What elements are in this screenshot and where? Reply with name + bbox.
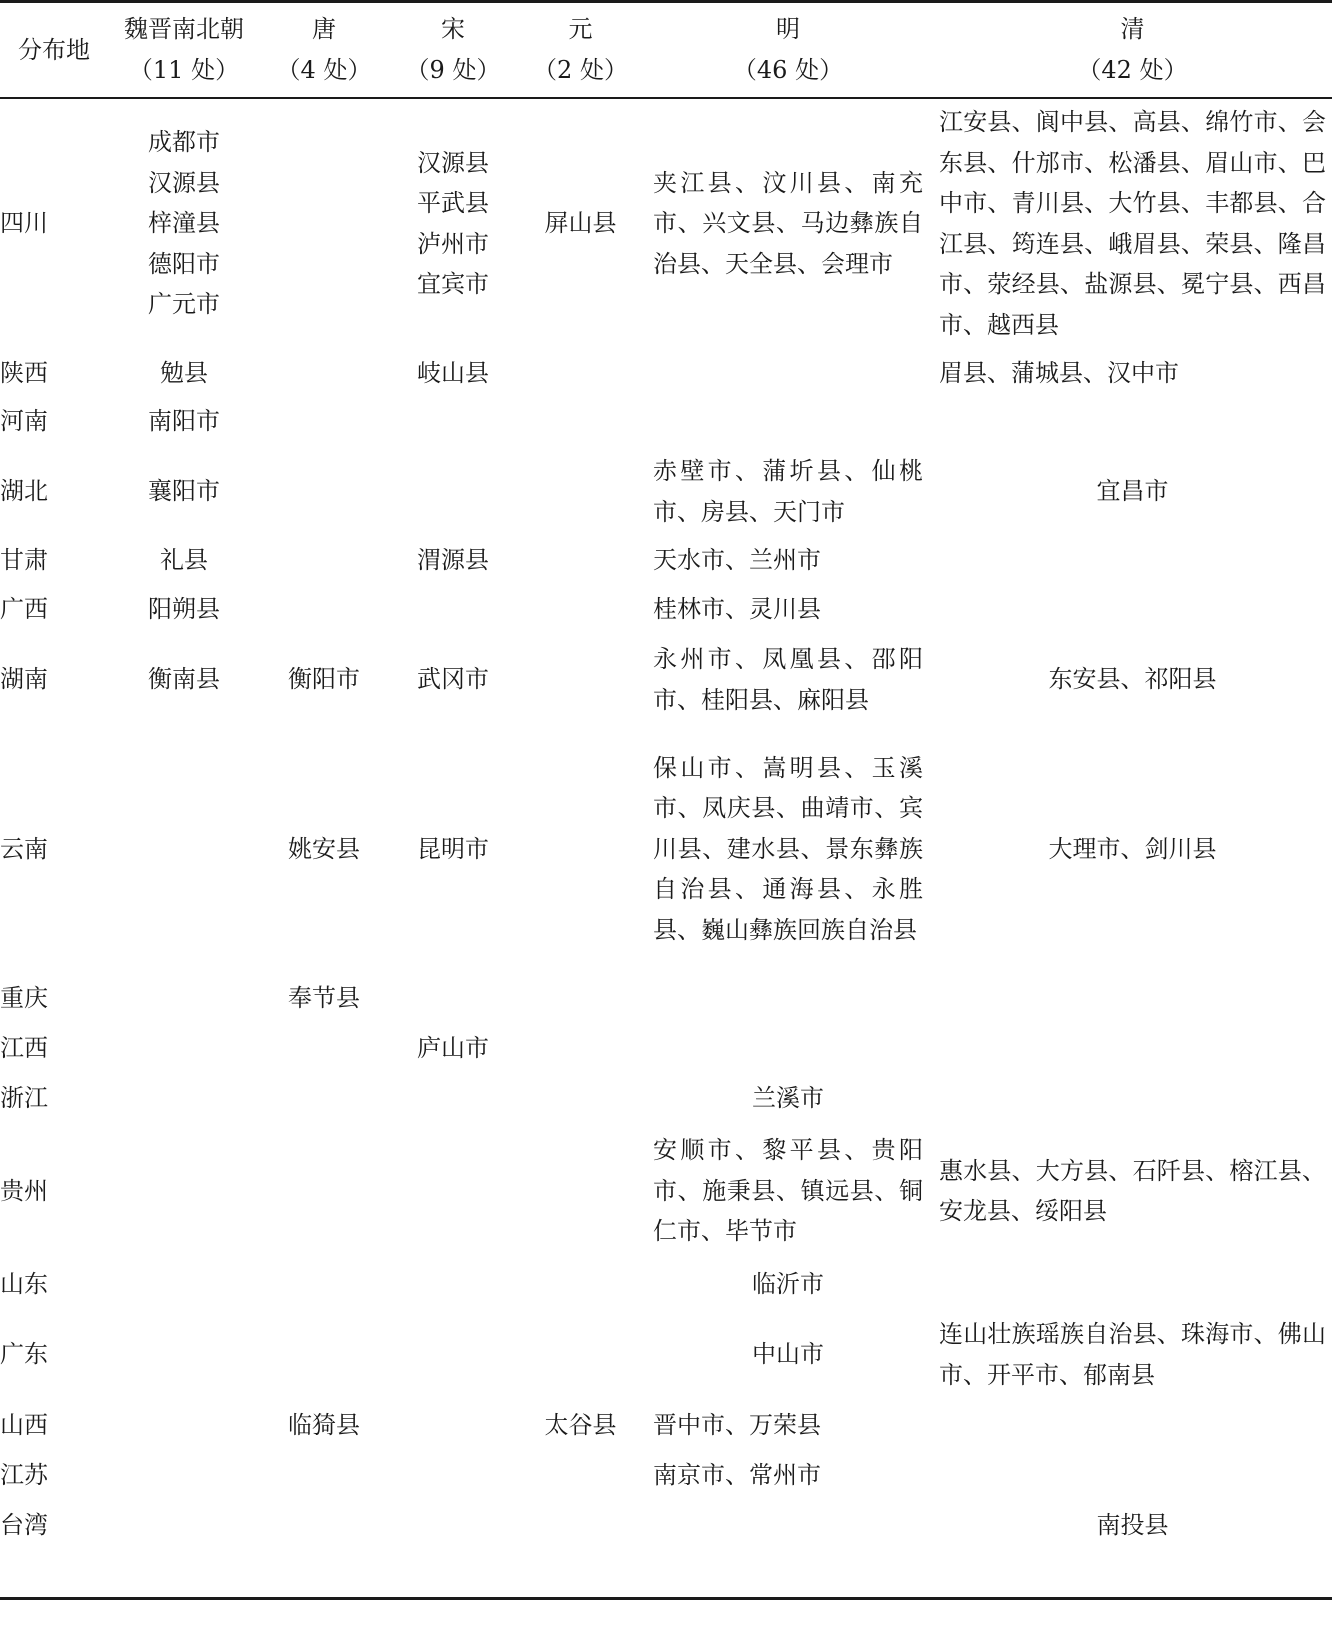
cell-yuan xyxy=(518,446,643,537)
cell-qing xyxy=(933,537,1332,584)
cell-tang xyxy=(260,350,388,396)
cell-ming: 临沂市 xyxy=(752,1269,824,1298)
cell-qing: 宜昌市 xyxy=(1096,477,1169,506)
table-body xyxy=(0,97,1332,1550)
cell-ming: 桂林市、灵川县 xyxy=(653,594,821,623)
cell-song xyxy=(388,396,518,446)
cell-song: 汉源县 平武县 泸州市 宜宾市 xyxy=(417,148,489,298)
table-row xyxy=(0,537,1332,584)
period-name: 唐 xyxy=(312,15,336,43)
province-cell: 云南 xyxy=(0,834,48,863)
cell-yuan xyxy=(518,350,643,396)
cell-weijin: 礼县 xyxy=(160,546,208,575)
period-count: （11 处） xyxy=(128,56,240,84)
table-row xyxy=(0,1023,1332,1073)
province-cell: 浙江 xyxy=(0,1083,48,1112)
period-name: 宋 xyxy=(441,15,465,43)
header-period-ming xyxy=(643,3,933,97)
cell-qing: 南投县 xyxy=(1096,1510,1169,1539)
period-name: 元 xyxy=(568,15,593,43)
cell-ming: 晋中市、万荣县 xyxy=(653,1410,821,1439)
cell-tang xyxy=(260,1259,388,1309)
cell-ming xyxy=(643,973,933,1023)
cell-song: 武冈市 xyxy=(417,665,489,694)
cell-yuan xyxy=(518,537,643,584)
cell-tang xyxy=(260,1023,388,1073)
table-row xyxy=(0,973,1332,1023)
table-header xyxy=(0,3,1332,97)
cell-qing: 眉县、蒲城县、汉中市 xyxy=(939,358,1179,387)
cell-qing: 江安县、阆中县、高县、绵竹市、会东县、什邡市、松潘县、眉山市、巴中市、青川县、大竹县、丰都县、合江县、筠连县、峨眉县、荣县、隆昌市、荥经县、盐源县、冕宁县、西昌市、越西县 xyxy=(939,108,1326,339)
cell-weijin xyxy=(108,1309,260,1400)
cell-tang xyxy=(260,1500,388,1550)
cell-tang xyxy=(260,1073,388,1123)
cell-song xyxy=(388,1309,518,1400)
cell-qing xyxy=(933,973,1332,1023)
cell-tang xyxy=(260,396,388,446)
cell-tang xyxy=(260,584,388,634)
cell-tang: 姚安县 xyxy=(288,834,360,863)
table-row xyxy=(0,1450,1332,1500)
cell-song xyxy=(388,973,518,1023)
province-cell: 河南 xyxy=(0,406,48,435)
cell-qing xyxy=(933,396,1332,446)
province-cell: 甘肃 xyxy=(0,546,48,575)
table-bottom-rule xyxy=(0,1597,1332,1600)
table-row xyxy=(0,634,1332,725)
cell-ming: 保山市、嵩明县、玉溪市、凤庆县、曲靖市、宾川县、建水县、景东彝族自治县、通海县、永胜县、巍山彝族回族自治县 xyxy=(653,753,923,944)
cell-yuan xyxy=(518,634,643,725)
header-region: 分布地 xyxy=(18,35,90,64)
cell-qing xyxy=(933,1259,1332,1309)
cell-yuan xyxy=(518,1309,643,1400)
cell-yuan xyxy=(518,973,643,1023)
province-cell: 山东 xyxy=(0,1269,48,1298)
province-cell: 四川 xyxy=(0,209,48,238)
period-count: （42 处） xyxy=(1077,56,1188,84)
period-name: 魏晋南北朝 xyxy=(124,15,244,43)
province-cell: 广西 xyxy=(0,594,48,623)
cell-yuan xyxy=(518,1259,643,1309)
cell-song xyxy=(388,1400,518,1450)
cell-weijin xyxy=(108,1023,260,1073)
cell-weijin: 阳朔县 xyxy=(148,594,220,623)
table-row xyxy=(0,584,1332,634)
cell-yuan xyxy=(518,396,643,446)
cell-song xyxy=(388,584,518,634)
header-row xyxy=(0,3,1332,97)
cell-weijin xyxy=(108,1123,260,1259)
cell-qing: 惠水县、大方县、石阡县、榕江县、安龙县、绥阳县 xyxy=(939,1156,1326,1225)
cell-yuan: 屏山县 xyxy=(544,209,617,238)
cell-weijin xyxy=(108,1259,260,1309)
cell-qing xyxy=(933,584,1332,634)
cell-ming: 永州市、凤凰县、邵阳市、桂阳县、麻阳县 xyxy=(653,645,923,714)
cell-qing: 东安县、祁阳县 xyxy=(1048,665,1217,694)
cell-qing xyxy=(933,1450,1332,1500)
table-row xyxy=(0,446,1332,537)
cell-song xyxy=(388,1450,518,1500)
province-cell: 重庆 xyxy=(0,983,48,1012)
table-row xyxy=(0,97,1332,350)
cell-yuan: 太谷县 xyxy=(544,1410,617,1439)
cell-weijin xyxy=(108,973,260,1023)
table-row xyxy=(0,1500,1332,1550)
cell-song: 庐山市 xyxy=(417,1033,489,1062)
cell-tang xyxy=(260,1309,388,1400)
period-name: 清 xyxy=(1120,15,1145,43)
period-count: （4 处） xyxy=(276,56,372,84)
province-cell: 山西 xyxy=(0,1410,48,1439)
cell-yuan xyxy=(518,1073,643,1123)
header-period-song xyxy=(388,3,518,97)
cell-song xyxy=(388,1259,518,1309)
cell-tang: 临猗县 xyxy=(288,1410,360,1439)
cell-yuan xyxy=(518,1123,643,1259)
header-period-tang xyxy=(260,3,388,97)
cell-weijin: 勉县 xyxy=(160,358,208,387)
cell-qing xyxy=(933,1023,1332,1073)
province-cell: 湖南 xyxy=(0,665,48,694)
table-row xyxy=(0,1073,1332,1123)
table-row xyxy=(0,1123,1332,1259)
cell-weijin: 南阳市 xyxy=(148,406,220,435)
period-count: （9 处） xyxy=(405,56,501,84)
cell-yuan xyxy=(518,1450,643,1500)
cell-qing xyxy=(933,1400,1332,1450)
cell-ming: 兰溪市 xyxy=(752,1083,824,1112)
cell-tang xyxy=(260,1123,388,1259)
cell-ming xyxy=(643,350,933,396)
cell-weijin: 衡南县 xyxy=(148,665,220,694)
period-count: （46 处） xyxy=(732,56,844,84)
cell-ming xyxy=(643,1500,933,1550)
cell-weijin: 成都市 汉源县 梓潼县 德阳市 广元市 xyxy=(148,128,220,319)
cell-qing: 大理市、剑川县 xyxy=(1048,834,1217,863)
province-cell: 广东 xyxy=(0,1340,48,1369)
cell-song xyxy=(388,1500,518,1550)
distribution-table xyxy=(0,3,1332,1550)
cell-song xyxy=(388,1123,518,1259)
province-cell: 贵州 xyxy=(0,1176,48,1205)
cell-weijin xyxy=(108,1073,260,1123)
province-cell: 江西 xyxy=(0,1033,48,1062)
table-row xyxy=(0,396,1332,446)
table-row xyxy=(0,1259,1332,1309)
cell-song xyxy=(388,446,518,537)
cell-tang xyxy=(260,446,388,537)
cell-weijin xyxy=(108,1400,260,1450)
cell-tang xyxy=(260,1450,388,1500)
period-count: （2 处） xyxy=(533,56,628,84)
cell-tang: 衡阳市 xyxy=(288,665,360,694)
cell-tang: 奉节县 xyxy=(288,983,360,1012)
province-cell: 湖北 xyxy=(0,477,48,506)
cell-yuan xyxy=(518,1500,643,1550)
cell-weijin xyxy=(108,1450,260,1500)
cell-weijin xyxy=(108,725,260,973)
cell-weijin xyxy=(108,1500,260,1550)
cell-ming: 夹江县、汶川县、南充市、兴文县、马边彝族自治县、天全县、会理市 xyxy=(653,168,923,278)
cell-song: 昆明市 xyxy=(417,834,489,863)
cell-weijin: 襄阳市 xyxy=(148,477,220,506)
cell-song xyxy=(388,1073,518,1123)
cell-qing: 连山壮族瑶族自治县、珠海市、佛山市、开平市、郁南县 xyxy=(939,1320,1326,1389)
header-period-weijin xyxy=(108,3,260,97)
table-row xyxy=(0,350,1332,396)
province-cell: 陕西 xyxy=(0,358,48,387)
cell-song: 渭源县 xyxy=(417,546,489,575)
cell-yuan xyxy=(518,725,643,973)
header-period-qing xyxy=(933,3,1332,97)
cell-ming xyxy=(643,1023,933,1073)
cell-yuan xyxy=(518,1023,643,1073)
cell-tang xyxy=(260,537,388,584)
table-row xyxy=(0,1309,1332,1400)
cell-ming: 天水市、兰州市 xyxy=(653,546,821,575)
cell-ming xyxy=(643,396,933,446)
table-row xyxy=(0,1400,1332,1450)
province-cell: 台湾 xyxy=(0,1510,48,1539)
cell-tang xyxy=(260,97,388,350)
header-period-yuan xyxy=(518,3,643,97)
cell-ming: 赤壁市、蒲圻县、仙桃市、房县、天门市 xyxy=(653,457,923,526)
cell-song: 岐山县 xyxy=(417,358,489,387)
cell-yuan xyxy=(518,584,643,634)
cell-ming: 南京市、常州市 xyxy=(653,1460,821,1489)
cell-qing xyxy=(933,1073,1332,1123)
cell-ming: 中山市 xyxy=(752,1340,824,1369)
province-cell: 江苏 xyxy=(0,1460,48,1489)
table-row xyxy=(0,725,1332,973)
cell-ming: 安顺市、黎平县、贵阳市、施秉县、镇远县、铜仁市、毕节市 xyxy=(653,1136,923,1246)
period-name: 明 xyxy=(776,15,800,43)
